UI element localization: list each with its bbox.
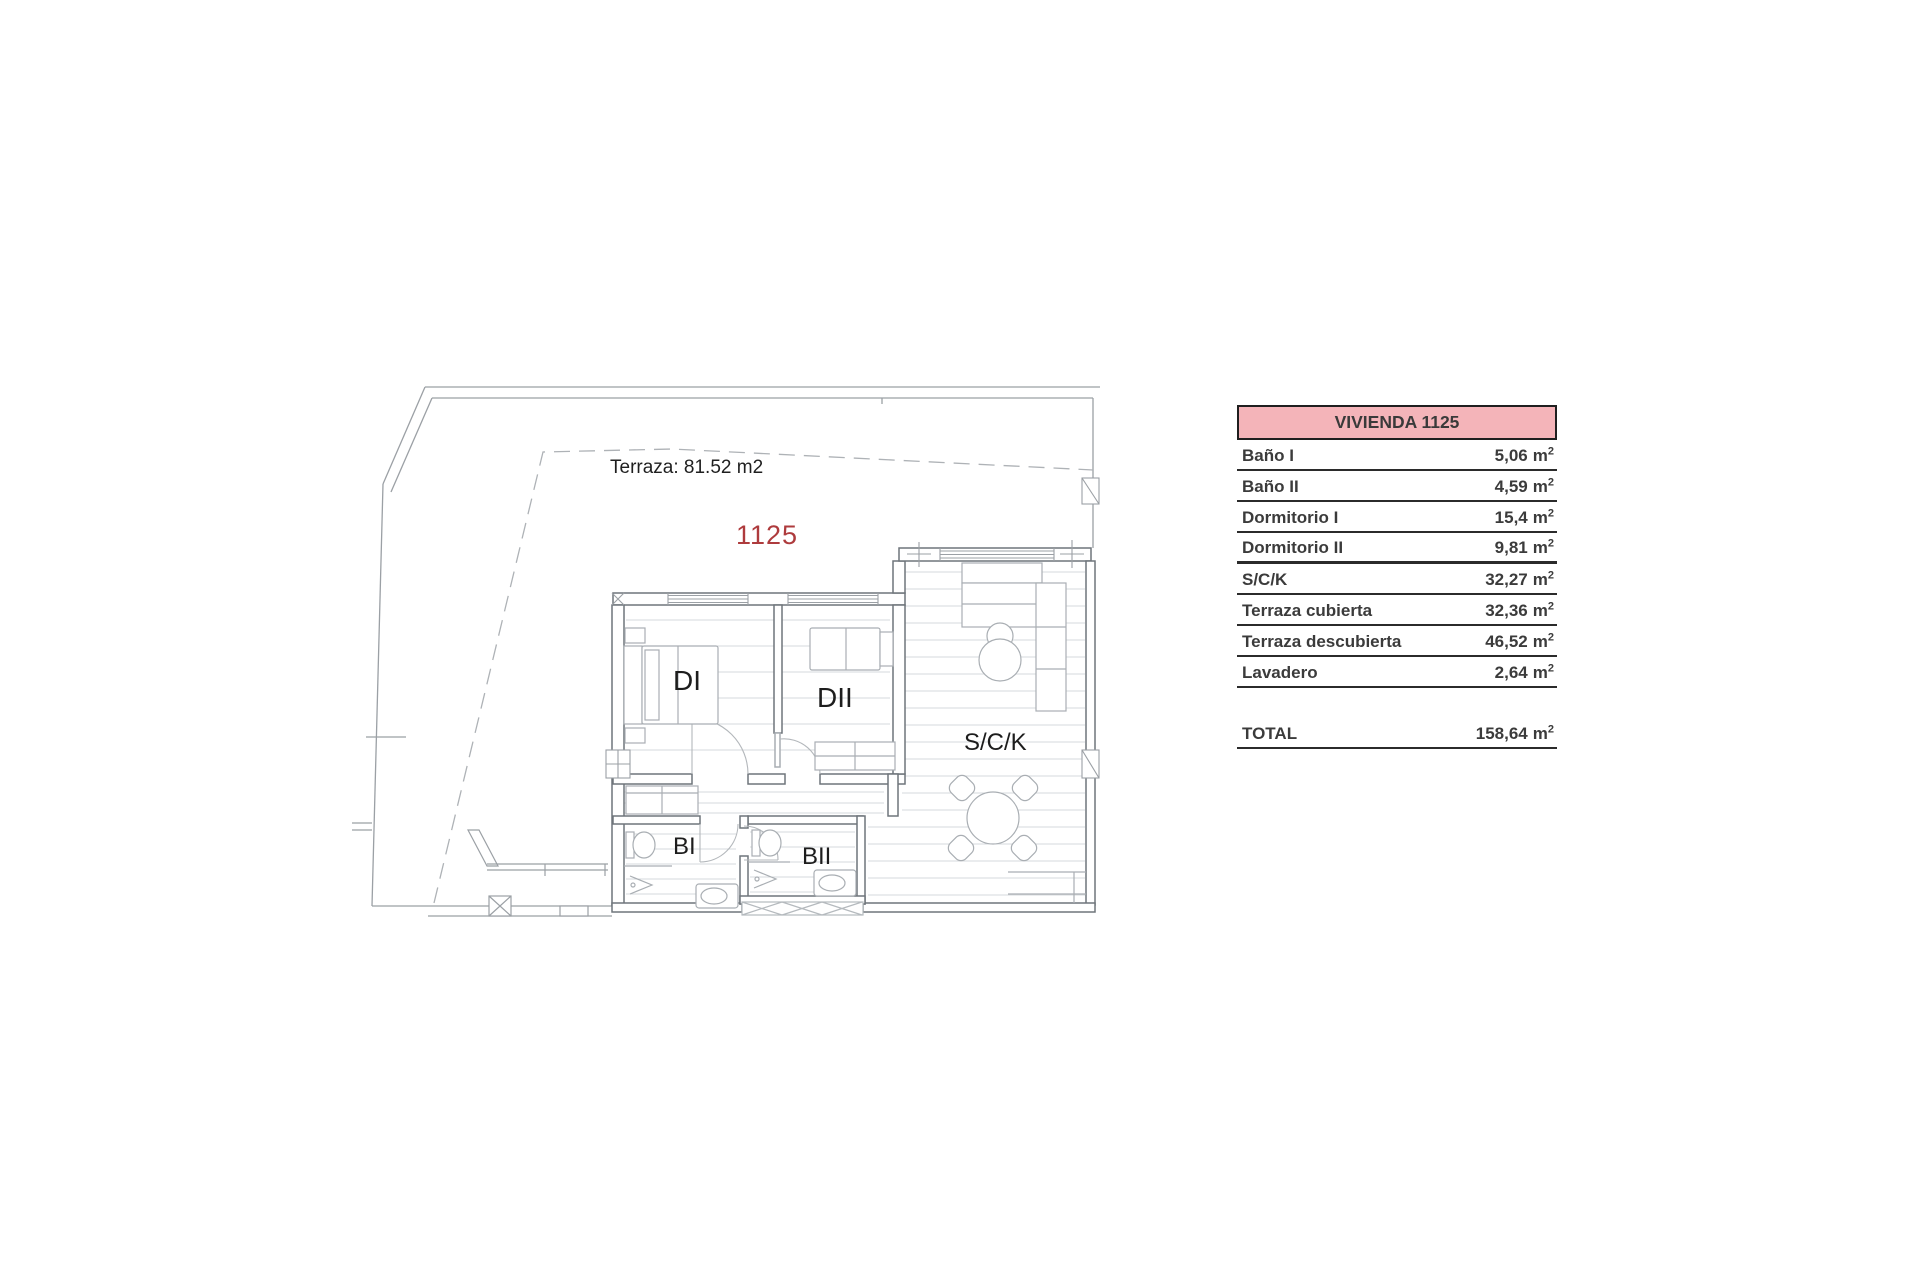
row-label: Baño II xyxy=(1242,477,1299,496)
dining-table xyxy=(945,772,1040,863)
terrace-structures xyxy=(468,830,608,916)
area-table xyxy=(1237,405,1557,749)
room-label-sck: S/C/K xyxy=(964,729,1027,756)
room-label-dii: DII xyxy=(817,682,853,713)
dii-bed xyxy=(810,628,893,670)
row-value: 4,59 $m^2$ xyxy=(1494,476,1554,496)
row-value: 32,27 $m^2$ xyxy=(1485,569,1554,589)
row-value: 15,4 $m^2$ xyxy=(1494,507,1554,527)
sofa xyxy=(962,563,1066,711)
table-row xyxy=(1237,471,1557,502)
row-value: 2,64 $m^2$ xyxy=(1494,662,1554,682)
unit-number-label: 1125 xyxy=(736,520,799,550)
table-header xyxy=(1237,405,1557,440)
table-row xyxy=(1237,595,1557,626)
terrace-area-label: Terraza: 81.52 m2 xyxy=(610,457,764,478)
total-value: 158,64 $m^2$ xyxy=(1475,723,1554,743)
table-row xyxy=(1237,657,1557,688)
row-label: Lavadero xyxy=(1242,663,1318,682)
row-label: Dormitorio I xyxy=(1242,508,1339,527)
lavadero-unit xyxy=(742,902,863,915)
table-row xyxy=(1237,502,1557,533)
room-label-bii: BII xyxy=(802,843,832,870)
room-label-bi: BI xyxy=(673,833,696,860)
floor-plan xyxy=(340,370,1120,930)
row-label: Baño I xyxy=(1242,446,1294,465)
row-label: Dormitorio II xyxy=(1242,538,1344,557)
room-label-di: DI xyxy=(673,665,701,696)
row-value: 46,52 $m^2$ xyxy=(1485,631,1554,651)
table-title: VIVIENDA 1125 xyxy=(1334,412,1460,432)
dii-wardrobe xyxy=(815,742,895,770)
row-label: Terraza cubierta xyxy=(1242,601,1373,620)
row-value: 5,06 $m^2$ xyxy=(1494,445,1554,465)
row-value: 9,81 $m^2$ xyxy=(1494,537,1554,557)
di-bed xyxy=(624,628,718,743)
table-row xyxy=(1237,626,1557,657)
table-total-row xyxy=(1237,723,1557,749)
row-label: Terraza descubierta xyxy=(1242,632,1402,651)
table-spacer xyxy=(1237,688,1557,727)
hall-closet xyxy=(626,786,698,814)
table-row xyxy=(1237,440,1557,471)
kitchen-counter xyxy=(1008,872,1086,903)
row-value: 32,36 $m^2$ xyxy=(1485,600,1554,620)
table-row xyxy=(1237,564,1557,595)
row-label: S/C/K xyxy=(1242,570,1288,589)
table-row xyxy=(1237,533,1557,564)
total-label: TOTAL xyxy=(1242,724,1298,743)
